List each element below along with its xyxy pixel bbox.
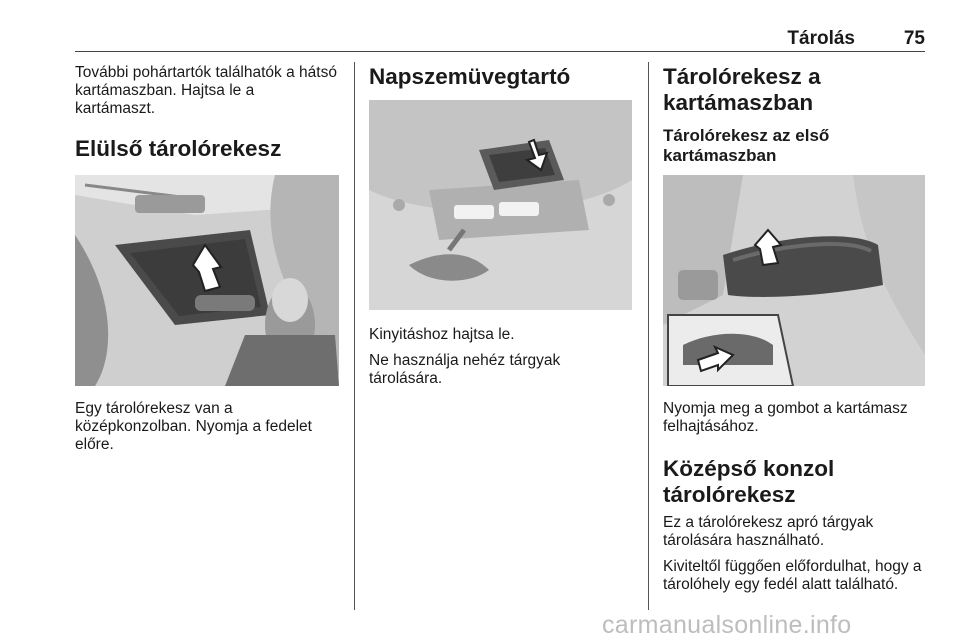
intro-paragraph: További pohártartók találhatók a hátsó kartámaszban. Hajtsa le a kartámaszt. [75,64,337,117]
sunglass-holder-illustration [369,100,632,310]
center-console-text-2: Kiviteltől függően előfordulhat, hogy a tárolóhely egy fedél alatt található. [663,558,922,593]
front-armrest-subheading: Tárolórekesz az első kartámaszban [663,126,830,165]
column-3 [663,64,925,166]
front-storage-illustration [75,175,339,386]
page-number: 75 [903,28,925,49]
column-1-lower [75,400,337,462]
page-title: Tárolás [787,28,855,49]
column-2-lower [369,326,631,396]
column-2 [369,64,631,90]
column-divider-2 [648,62,649,610]
column-3-lower [663,400,925,602]
armrest-storage-heading: Tárolórekesz a kartámaszban [663,64,821,115]
sunglass-holder-heading: Napszemüvegtartó [369,64,571,89]
front-storage-text: Egy tárolórekesz van a középkonzolban. Nyomja a fedelet előre. [75,400,312,453]
column-divider-1 [354,62,355,610]
armrest-instruction-text: Nyomja meg a gombot a kartámasz felhajtásához. [663,400,908,435]
sunglass-warning-text: Ne használja nehéz tárgyak tárolására. [369,352,561,387]
header-divider [75,51,925,52]
sunglass-open-text: Kinyitáshoz hajtsa le. [369,326,515,343]
center-console-text-1: Ez a tárolórekesz apró tárgyak tárolására használható. [663,514,874,549]
center-console-heading: Középső konzol tárolórekesz [663,456,835,507]
page-header [75,28,925,52]
armrest-storage-illustration [663,175,925,386]
watermark: carmanualsonline.info [602,611,852,639]
front-storage-heading: Elülső tárolórekesz [75,136,282,161]
column-1 [75,64,337,162]
